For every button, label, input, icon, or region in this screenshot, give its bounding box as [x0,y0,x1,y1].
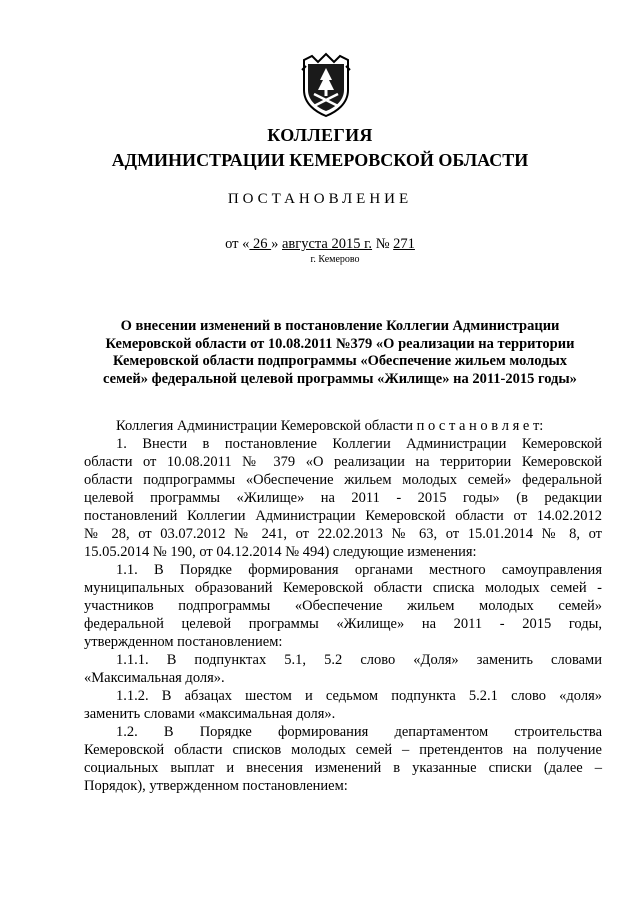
document-type: ПОСТАНОВЛЕНИЕ [227,191,413,207]
document-date-line [0,236,640,253]
body-line: Кемеровской области списков молодых семей – претендентов на получение [84,742,602,758]
body-line: 1.2. В Порядке формирования департаментом строительства [116,724,602,740]
title-line: Кемеровской области подпрограммы «Обеспечение жильем молодых [112,353,568,369]
body-line: «Максимальная доля». [84,670,225,686]
body-line: 1.1.2. В абзацах шестом и седьмом подпункта 5.2.1 слово «доля» [116,688,602,704]
date-day: 26 [249,236,272,252]
body-line: участников подпрограммы «Обеспечение жильем молодых семей» [84,598,602,614]
body-line: 1. Внести в постановление Коллегии Администрации Кемеровской [116,436,602,452]
date-mid: » [271,236,282,252]
document-title [80,318,600,388]
number-label: № [372,236,394,252]
body-line: социальных выплат и внесения изменений в указанные списки (далее – [84,760,602,776]
body-line: постановлений Коллегии Администрации Кемеровской области от 14.02.2012 [84,508,602,524]
date-prefix: от « [225,236,250,252]
body-line: Порядок), утвержденном постановлением: [84,778,348,794]
org-name-line1: КОЛЛЕГИЯ [267,125,373,145]
city-name: г. Кемерово [310,254,360,265]
body-line: 1.1.1. В подпунктах 5.1, 5.2 слово «Доля» заменить словами [116,652,602,668]
org-name-line2: АДМИНИСТРАЦИИ КЕМЕРОВСКОЙ ОБЛАСТИ [111,150,529,170]
body-line: области от 10.08.2011 № 379 «О реализации на территории Кемеровской [84,454,602,470]
date-month-year: августа 2015 г. [282,236,373,252]
body-line: Коллегия Администрации Кемеровской области п о с т а н о в л я е т: [116,418,544,434]
title-line: семей» федеральной целевой программы «Жилище» на 2011-2015 годы» [103,370,577,387]
kemerovo-coat-of-arms-icon [298,50,354,118]
body-line: муниципальных образований Кемеровской области списка молодых семей - [84,580,602,596]
body-line: 1.1. В Порядке формирования органами местного самоуправления [116,562,602,578]
body-line: целевой программы «Жилище» на 2011 - 2015 годы» (в редакции [84,490,602,506]
body-line: области подпрограммы «Обеспечение жильем молодых семей» федеральной [84,472,602,488]
title-line: О внесении изменений в постановление Коллегии Администрации [120,318,560,334]
body-line: утвержденном постановлением: [84,634,283,650]
document-number: 271 [393,236,415,252]
body-line: № 28, от 03.07.2012 № 241, от 22.02.2013 № 63, от 15.01.2014 № 8, от [84,526,602,542]
body-line: федеральной целевой программы «Жилище» на 2011 - 2015 годы, [84,616,602,632]
title-line: Кемеровской области от 10.08.2011 №379 «О реализации на территории [105,335,575,352]
body-line: 15.05.2014 № 190, от 04.12.2014 № 494) следующие изменения: [84,544,477,560]
body-line: заменить словами «максимальная доля». [84,706,336,722]
